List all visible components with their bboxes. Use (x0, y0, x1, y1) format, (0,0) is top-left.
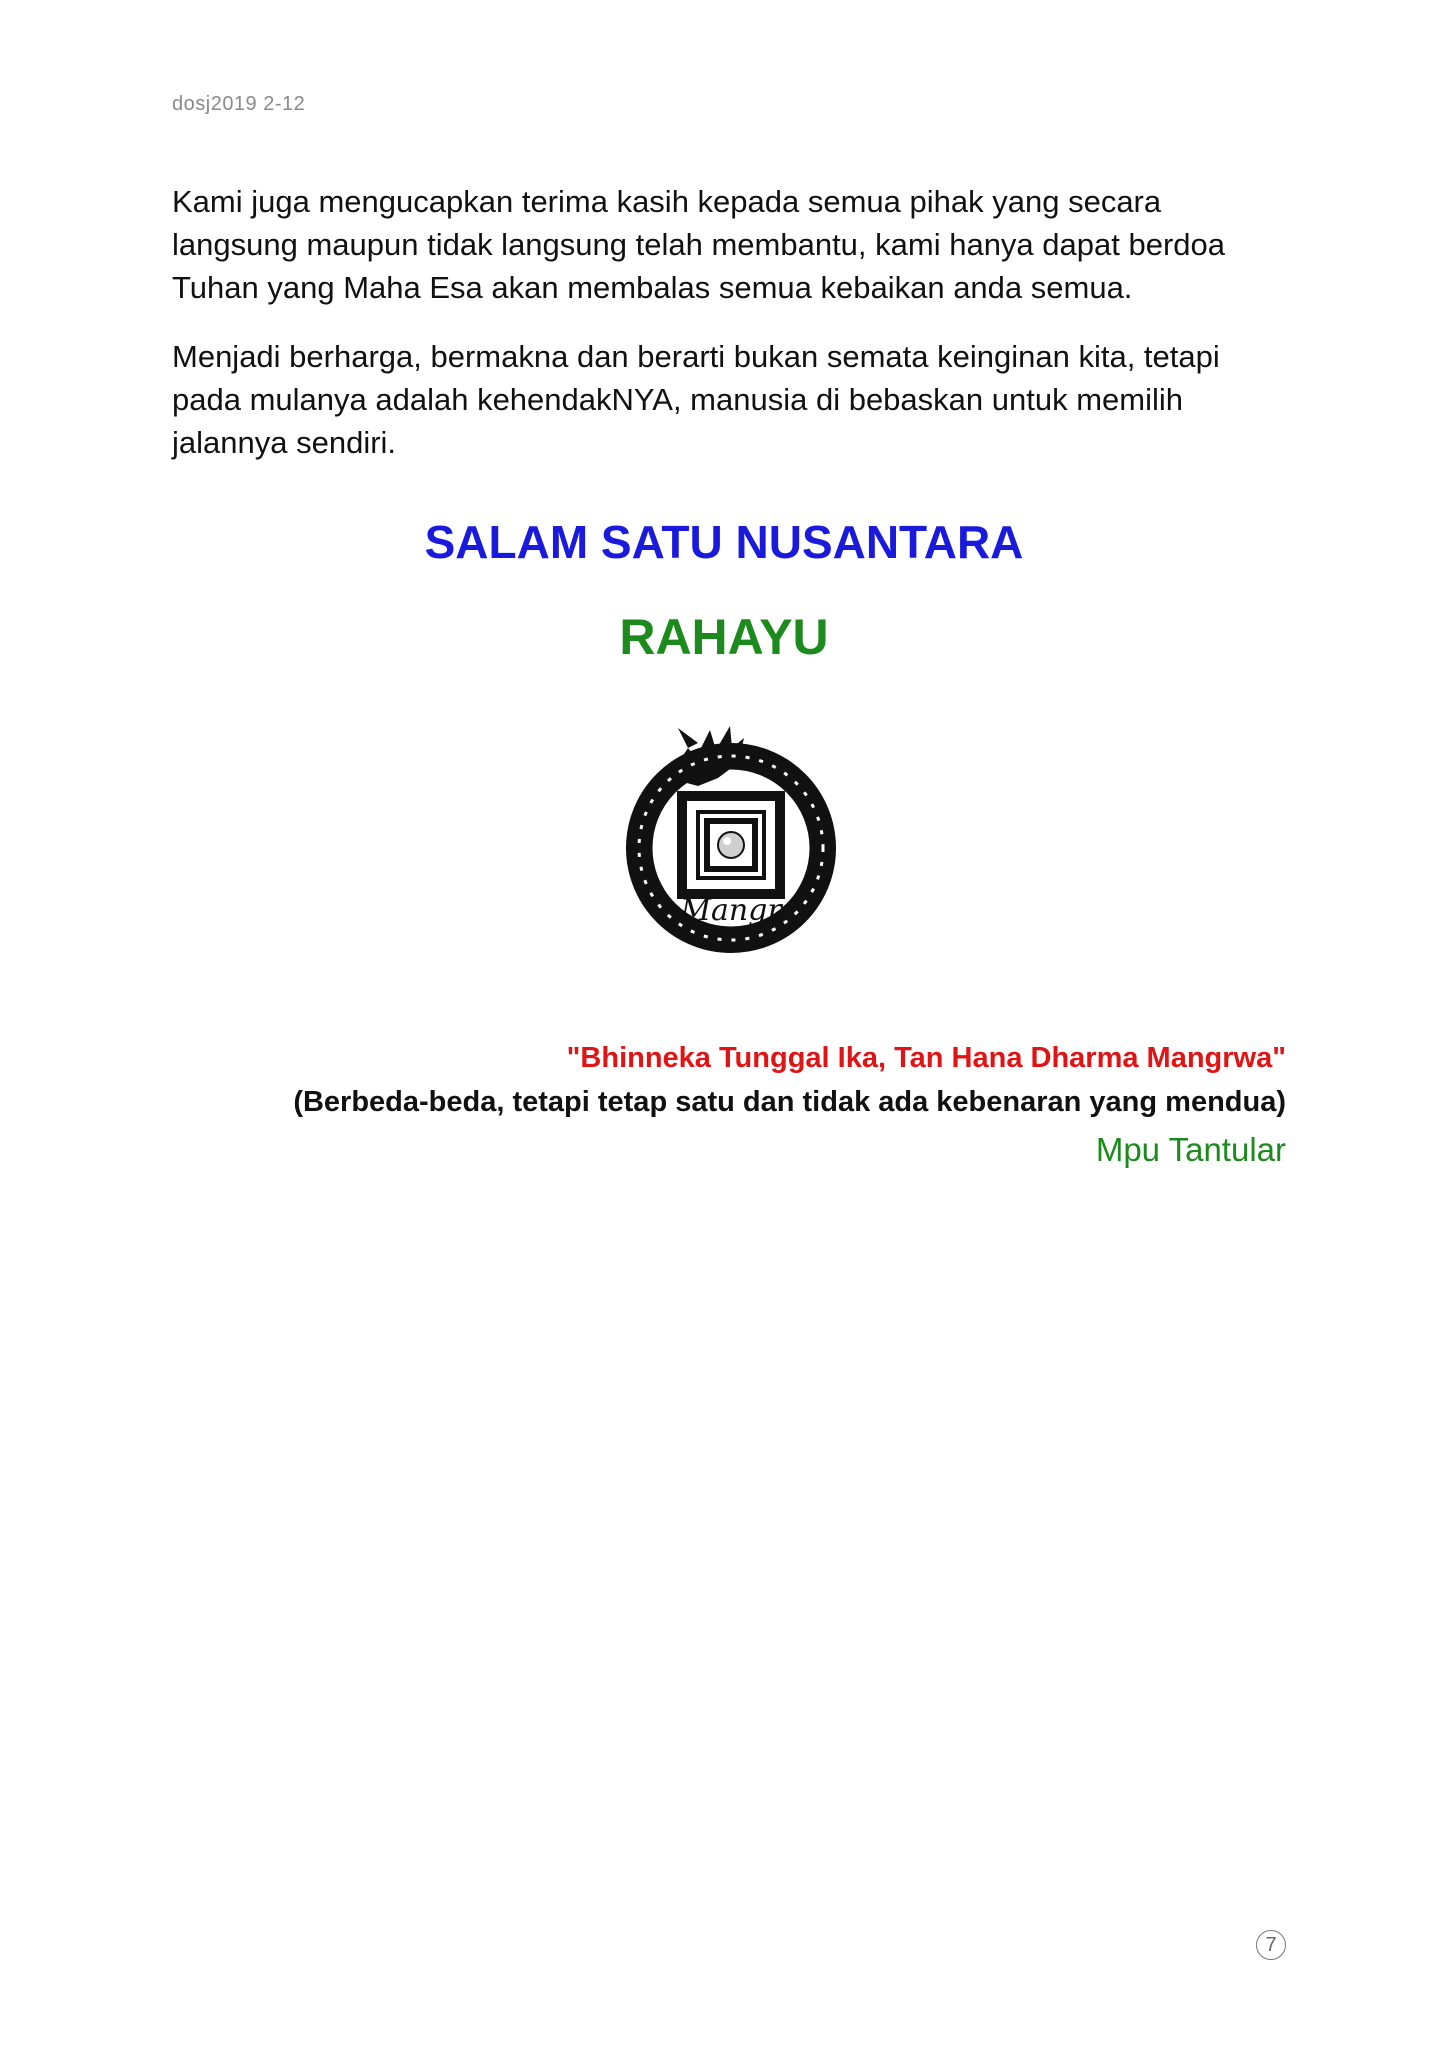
motto-quote: "Bhinneka Tunggal Ika, Tan Hana Dharma Mangrwa" (566, 1042, 1286, 1074)
page-number: 7 (1256, 1930, 1286, 1960)
rahayu-heading: RAHAYU (619, 609, 829, 665)
quote-block (293, 1036, 1286, 1176)
motto-translation: (Berbeda-beda, tetapi tetap satu dan tidak ada kebenaran yang mendua) (293, 1086, 1286, 1118)
salam-heading: SALAM SATU NUSANTARA (424, 516, 1024, 568)
body-text (172, 180, 1282, 490)
paragraph-thanks: Kami juga mengucapkan terima kasih kepada semua pihak yang secara langsung maupun tidak langsung telah membantu, kami hanya dapat berdoa Tuhan yang Maha Esa akan membalas semua kebaikan anda semua. (172, 184, 1226, 305)
logo-script-text: Mangr (680, 893, 782, 928)
document-code: dosj2019 2-12 (172, 93, 306, 115)
paragraph-meaning: Menjadi berharga, bermakna dan berarti bukan semata keinginan kita, tetapi pada mulanya adalah kehendakNYA, manusia di bebaskan untuk memilih jalannya sendiri. (172, 339, 1220, 460)
quote-author: Mpu Tantular (1095, 1131, 1286, 1168)
dragon-ouroboros-logo-icon (618, 708, 844, 960)
